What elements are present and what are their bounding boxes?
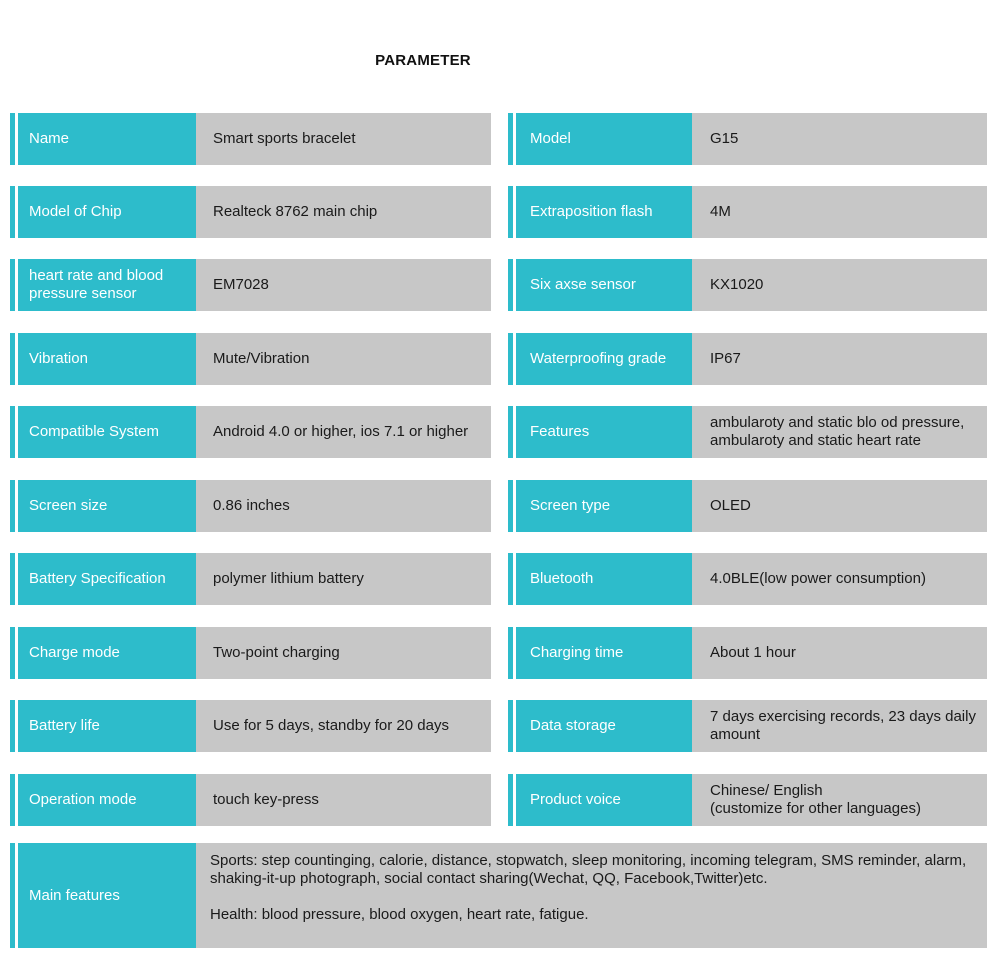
param-label: Model	[516, 113, 692, 165]
param-label: Screen size	[18, 480, 196, 532]
param-row-vibration	[10, 333, 491, 385]
param-value: ambularoty and static blo od pressure, ambularoty and static heart rate	[692, 406, 987, 458]
param-label: Battery Specification	[18, 553, 196, 605]
param-row-charge-mode	[10, 627, 491, 679]
param-row-product-voice	[508, 774, 987, 826]
param-value: Smart sports bracelet	[196, 113, 491, 165]
param-label: Vibration	[18, 333, 196, 385]
param-label: Six axse sensor	[516, 259, 692, 311]
param-value: Mute/Vibration	[196, 333, 491, 385]
param-label: Compatible System	[18, 406, 196, 458]
param-row-heart-rate-sensor	[10, 259, 491, 311]
param-label: Model of Chip	[18, 186, 196, 238]
param-row-features	[508, 406, 987, 458]
param-row-operation-mode	[10, 774, 491, 826]
param-label: Name	[18, 113, 196, 165]
main-features-sports: Sports: step countinging, calorie, distance, stopwatch, sleep monitoring, incoming telegram, SMS reminder, alarm, shaking-it-up photograph, social contact sharing(Wechat, QQ, Facebook,Twitter)etc.	[210, 852, 967, 887]
param-value: 7 days exercising records, 23 days daily amount	[692, 700, 987, 752]
param-value: About 1 hour	[692, 627, 987, 679]
param-label: Battery life	[18, 700, 196, 752]
param-row-main-features	[10, 843, 987, 948]
param-row-model-of-chip	[10, 186, 491, 238]
param-label: Operation mode	[18, 774, 196, 826]
param-value: OLED	[692, 480, 987, 532]
page-title: PARAMETER	[375, 52, 471, 69]
param-row-screen-type	[508, 480, 987, 532]
param-value: polymer lithium battery	[196, 553, 491, 605]
param-row-data-storage	[508, 700, 987, 752]
param-row-waterproofing-grade	[508, 333, 987, 385]
param-row-screen-size	[10, 480, 491, 532]
param-row-extraposition-flash	[508, 186, 987, 238]
param-row-model	[508, 113, 987, 165]
param-label: Charging time	[516, 627, 692, 679]
main-features-health: Health: blood pressure, blood oxygen, heart rate, fatigue.	[210, 906, 589, 923]
param-row-charging-time	[508, 627, 987, 679]
param-label: Waterproofing grade	[516, 333, 692, 385]
param-label: Product voice	[516, 774, 692, 826]
param-row-six-axis-sensor	[508, 259, 987, 311]
param-label: Features	[516, 406, 692, 458]
param-value: 4.0BLE(low power consumption)	[692, 553, 987, 605]
param-value: G15	[692, 113, 987, 165]
param-label: Main features	[18, 843, 196, 948]
param-row-bluetooth	[508, 553, 987, 605]
param-label: Bluetooth	[516, 553, 692, 605]
param-value: Use for 5 days, standby for 20 days	[196, 700, 491, 752]
param-value: 0.86 inches	[196, 480, 491, 532]
param-value: Realteck 8762 main chip	[196, 186, 491, 238]
param-value: Chinese/ English (customize for other languages)	[692, 774, 987, 826]
param-label: Charge mode	[18, 627, 196, 679]
param-value: touch key-press	[196, 774, 491, 826]
param-value: EM7028	[196, 259, 491, 311]
param-value: 4M	[692, 186, 987, 238]
param-value: Android 4.0 or higher, ios 7.1 or higher	[196, 406, 491, 458]
param-label: Data storage	[516, 700, 692, 752]
param-value: Two-point charging	[196, 627, 491, 679]
param-value: IP67	[692, 333, 987, 385]
main-features-value	[196, 843, 987, 948]
param-row-battery-life	[10, 700, 491, 752]
param-label: Screen type	[516, 480, 692, 532]
param-row-compatible-system	[10, 406, 491, 458]
param-label: Extraposition flash	[516, 186, 692, 238]
param-label: heart rate and blood pressure sensor	[18, 259, 196, 311]
param-row-name	[10, 113, 491, 165]
param-row-battery-specification	[10, 553, 491, 605]
param-value: KX1020	[692, 259, 987, 311]
